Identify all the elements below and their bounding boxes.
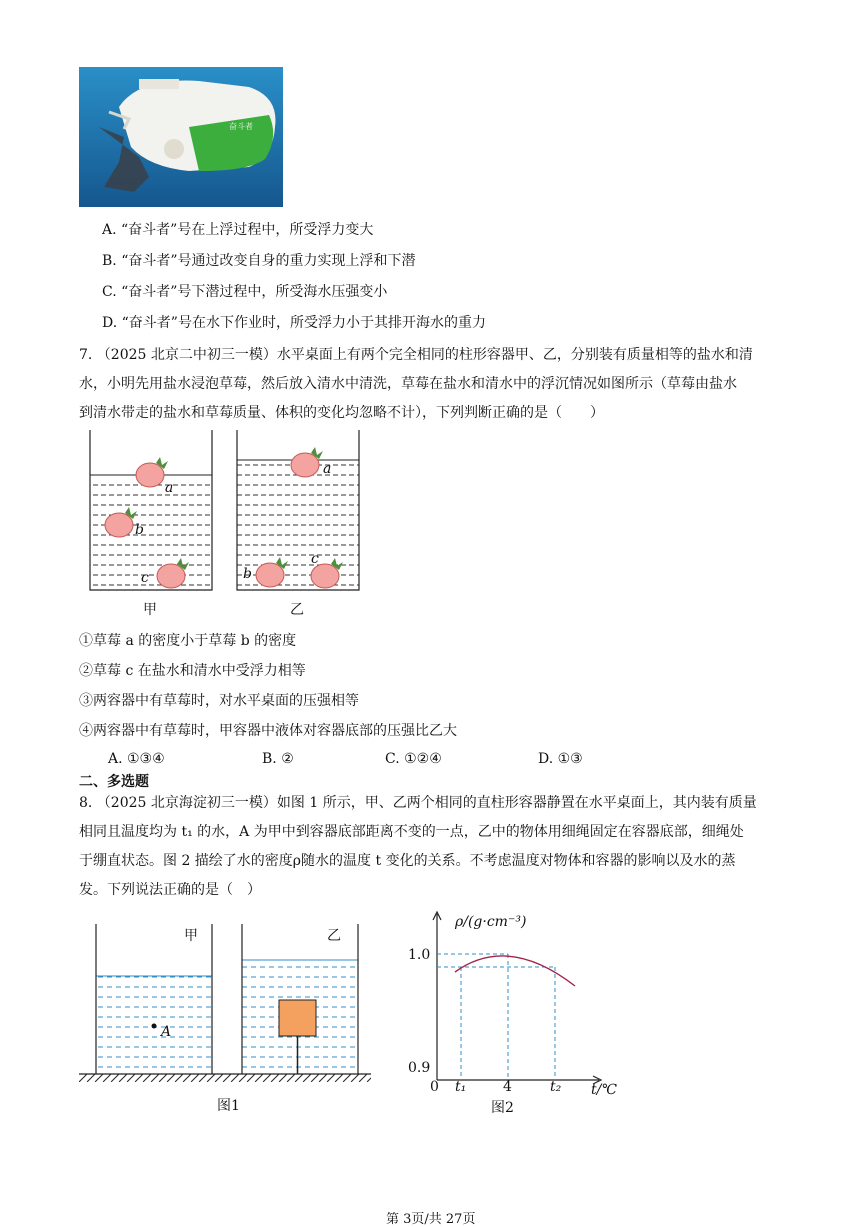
q7-choice-c: C. ①②④ (385, 751, 442, 767)
q6-option-b: B. “奋斗者”号通过改变自身的重力实现上浮和下潜 (102, 253, 416, 269)
berry-b-label-yi: b (243, 566, 252, 582)
fig2-origin: 0 (430, 1079, 439, 1095)
berry-b-label-jia: b (135, 522, 144, 538)
page-footer: 第 3页/共 27页 (386, 1212, 476, 1227)
q7-statement-1: ①草莓 a 的密度小于草莓 b 的密度 (79, 633, 297, 649)
q7-choice-a: A. ①③④ (108, 751, 165, 767)
q8-stem-line-1: 8. （2025 北京海淀初三一模）如图 1 所示，甲、乙两个相同的直柱形容器静置在水平桌面上，其内装有质量 (79, 795, 757, 811)
fig2-x-tick-4: 4 (503, 1079, 512, 1095)
fig1-container-yi (242, 924, 358, 1074)
point-a-label: A (161, 1024, 172, 1040)
q8-figure-1 (79, 922, 379, 1117)
fig2-x-tick-t2: t₂ (550, 1079, 562, 1095)
fig1-yi-label: 乙 (327, 928, 341, 944)
q8-figure-2 (405, 908, 620, 1118)
q7-statement-3: ③两容器中有草莓时，对水平桌面的压强相等 (79, 693, 359, 709)
q7-stem-line-1: 7. （2025 北京二中初三一模）水平桌面上有两个完全相同的柱形容器甲、乙，分别装有质量相等的盐水和清 (79, 347, 753, 363)
container-yi-label: 乙 (290, 602, 304, 618)
q7-choice-d: D. ①③ (538, 751, 583, 767)
q6-option-d: D. “奋斗者”号在水下作业时，所受浮力小于其排开海水的重力 (102, 315, 486, 331)
berry-c-label-yi: c (311, 551, 319, 567)
container-jia (90, 430, 212, 590)
q7-statement-2: ②草莓 c 在盐水和清水中受浮力相等 (79, 663, 306, 679)
q7-statement-4: ④两容器中有草莓时，甲容器中液体对容器底部的压强比乙大 (79, 723, 457, 739)
fig1-caption: 图1 (217, 1098, 240, 1114)
q6-option-c: C. “奋斗者”号下潜过程中，所受海水压强变小 (102, 284, 388, 300)
fig2-x-tick-t1: t₁ (455, 1079, 467, 1095)
berry-a-label-yi: a (323, 461, 332, 477)
fig2-density-curve (455, 956, 575, 986)
fig2-y-axis-label: ρ/(g·cm⁻³) (455, 914, 527, 930)
q7-choice-b: B. ② (262, 751, 294, 767)
q8-stem-line-2: 相同且温度均为 t₁ 的水，A 为甲中到容器底部距离不变的一点，乙中的物体用细绳固定在容器底部，细绳处 (79, 824, 744, 840)
section-title: 二、多选题 (79, 774, 149, 790)
q8-stem-line-3: 于绷直状态。图 2 描绘了水的密度ρ随水的温度 t 变化的关系。不考虑温度对物体和容器的影响以及水的蒸 (79, 853, 736, 869)
berry-a-label-jia: a (165, 480, 174, 496)
fig2-y-tick-0.9: 0.9 (408, 1060, 431, 1076)
q7-stem-line-2: 水，小明先用盐水浸泡草莓，然后放入清水中清洗，草莓在盐水和清水中的浮沉情况如图所示（草莓由盐水 (79, 376, 737, 392)
q7-strawberry-figure (85, 430, 370, 620)
fig2-caption: 图2 (491, 1100, 514, 1116)
q8-stem-line-4: 发。下列说法正确的是（ ） (79, 882, 261, 898)
q6-option-a: A. “奋斗者”号在上浮过程中，所受浮力变大 (102, 222, 374, 238)
svg-text:奋斗者: 奋斗者 (229, 122, 253, 131)
fig1-container-jia (96, 924, 212, 1074)
fig2-x-axis-label: t/℃ (591, 1082, 618, 1098)
q7-stem-line-3: 到清水带走的盐水和草莓质量、体积的变化均忽略不计），下列判断正确的是（ ） (79, 405, 604, 421)
berry-c-label-jia: c (141, 570, 149, 586)
container-yi (237, 430, 359, 590)
fig1-jia-label: 甲 (184, 928, 198, 944)
container-jia-label: 甲 (143, 602, 157, 618)
submersible-photo (79, 67, 283, 207)
fig2-y-tick-1: 1.0 (408, 947, 431, 963)
